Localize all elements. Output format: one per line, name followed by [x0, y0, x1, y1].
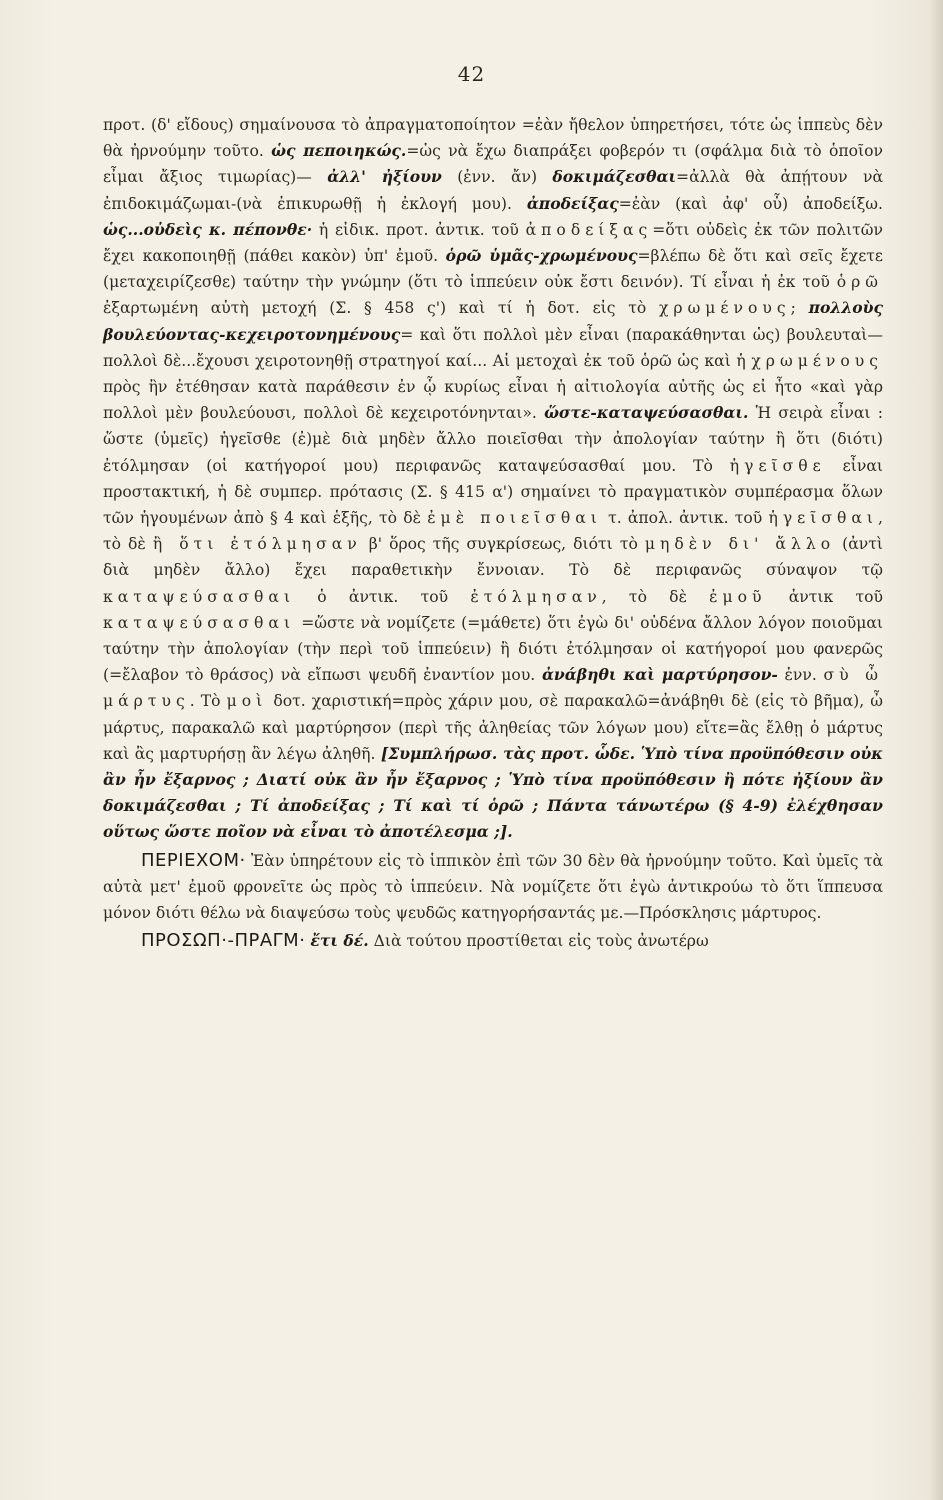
lemma-bold-italic: δοκιμάζεσθαι — [552, 167, 677, 187]
lemma-bold-italic: [Συμπλήρωσ. τὰς προτ. ὧδε. Ὑπὸ τίνα προϋπόθεσιν οὐκ ἂν ἦν ἔξαρνος ; Διατί οὐκ ἂν ἦν ἔξαρνος ; Ὑπὸ τίνα προϋπόθεσιν ἢ πότε ἠξίουν ἂν δοκιμάζεσθαι ; Τί ἀποδείξας ; Τί καὶ τί ὁρῶ ; Πάντα τάνωτέρω (§ 4-9) ἐλέχθησαν οὕτως ὥστε ποῖον νὰ εἶναι τὸ ἀποτέλεσμα ;]. — [103, 743, 883, 842]
body-text: Διὰ τούτου προστίθεται εἰς τοὺς ἀνωτέρω — [368, 932, 709, 951]
lemma-bold-italic: ὡς πεποιηκώς. — [271, 141, 407, 161]
body-text: (ἐνν. ἄν) — [441, 168, 553, 187]
section-heading: ΠΕΡΙΕΧΟΜ· — [141, 849, 246, 871]
lemma-bold-italic: πολλοὺς βουλεύοντας-κεχειροτονημένους — [103, 298, 883, 344]
page-number: 42 — [457, 62, 486, 86]
body-text: =βλέπω δὲ ὅτι καὶ σεῖς ἔχετε (μεταχειρίζεσθε) ταύτην τὴν γνώμην (ὅτι τὸ ἱππεύειν οὐκ ἔστι δεινόν). Τί εἶναι ἡ ἐκ τοῦ — [103, 247, 883, 292]
body-text: =ἐὰν (καὶ ἀφ' οὗ) ἀποδείξω. — [618, 194, 883, 213]
body-text: . Τὸ — [189, 692, 227, 711]
lemma-bold-italic: ἀνάβηθι καὶ μαρτύρησον- — [541, 665, 778, 685]
body-text: β' ὅρος τῆς συγκρίσεως, διότι τὸ — [361, 535, 645, 554]
body-text: =ὥστε νὰ νομίζετε (=μάθετε) ὅτι ἐγὼ δι' οὐδένα ἄλλον λόγον ποιοῦμαι ταύτην τὴν ἀπολογίαν (τὴν περὶ τοῦ ἱππεύειν) ἢ διότι ἐτόλμησαν οἱ κατήγοροί μου φανερῶς (=ἔλαβον τὸ θράσος) νὰ εἴπωσι ψευδῆ ἐναντίον μου. — [103, 613, 883, 685]
paragraph-3 — [103, 928, 883, 954]
commentary-text — [103, 112, 883, 955]
spaced-quote: καταψεύσασθαι — [103, 613, 296, 632]
body-text: ἐξαρτωμένη αὐτὴ μετοχή (Σ. § 458 ς') καὶ τί ἡ δοτ. εἰς τὸ — [103, 299, 659, 318]
body-text: (ἀντὶ διὰ μηδὲν ἄλλο) ἔχει παραθετικὴν ἔννοιαν. Τὸ δὲ περιφανῶς σύναψον τῷ — [103, 535, 883, 580]
lemma-bold-italic: ὥστε-καταψεύσασθαι. — [544, 403, 749, 423]
body-text: =ἀλλὰ θὰ ἀπῄτουν νὰ ἐπιδοκιμάζωμαι-(νὰ ἐπικυρωθῇ ἡ ἐκλογή μου). — [103, 168, 884, 213]
spaced-quote: μηδὲν δι' ἄλλο — [644, 535, 836, 554]
paragraph-1 — [103, 112, 883, 846]
lemma-bold-italic: ἀλλ' ἠξίουν — [327, 167, 442, 187]
spaced-quote: ὁρῶ — [836, 273, 883, 292]
spaced-quote: ἡγεῖσθαι — [768, 509, 879, 528]
body-text: =ὅτι οὐδεὶς ἐκ τῶν πολιτῶν ἔχει κακοποιηθῇ (πάθει κακὸν) ὑπ' ἐμοῦ. — [103, 220, 883, 266]
body-text: =ὡς νὰ ἔχω διαπράξει φοβερόν τι (σφάλμα διὰ τὸ ὁποῖον εἶμαι ἄξιος τιμωρίας)— — [103, 142, 883, 187]
spaced-quote: ἡγεῖσθε — [729, 456, 826, 475]
body-text: δοτ. χαριστική=πρὸς χάριν μου, σὲ παρακαλῶ=ἀνάβηθι δὲ (εἰς τὸ βῆμα), ὦ μάρτυς, παρακαλῶ καὶ μαρτύρησον (περὶ τῆς ἀληθείας τῶν λόγων μου) εἴτε=ἂς ἔλθῃ ὁ μάρτυς καὶ ἂς μαρτυρήσῃ ἂν λέγω ἀληθῆ. — [103, 692, 883, 763]
spaced-quote: ἐτόλμησαν — [470, 587, 602, 606]
spaced-quote: καταψεύσασθαι — [103, 587, 296, 606]
body-text: πρὸς ἣν ἐτέθησαν κατὰ παράθεσιν ἐν ᾧ κυρίως εἶναι ἡ αἰτιολογία αὐτῆς ὡς εἰ ἦτο «καὶ γὰρ πολλοὶ μὲν βουλεύουσι, πολλοὶ δὲ κεχειροτόνηνται». — [103, 378, 883, 423]
body-text: ἀντικ τοῦ — [766, 587, 883, 606]
page-edge-shadow — [929, 0, 943, 1500]
spaced-quote: χρωμένους — [751, 351, 883, 370]
body-text: εἶναι προστακτική, ἡ δὲ συμπερ. πρότασις (Σ. § 415 α') σημαίνει τὸ πραγματικὸν συμπέρασμα ὅλων τῶν ἡγουμένων ἀπὸ § 4 καὶ ἑξῆς, τὸ δὲ — [103, 456, 883, 528]
body-text: , τὸ δὲ — [601, 587, 710, 606]
body-text: ; — [790, 299, 809, 318]
spaced-quote: χρωμένους — [658, 299, 791, 318]
lemma-bold-italic: ἔτι δέ. — [310, 931, 369, 951]
body-text: ἡ εἰδικ. προτ. ἀντικ. τοῦ — [312, 220, 526, 239]
body-text: προτ. (δ' εἴδους) σημαίνουσα τὸ ἀπραγματοποίητον =ἐὰν ἤθελον ὑπηρετήσει, τότε ὡς ἱππεὺς δὲν θὰ ἠρνούμην τοῦτο. — [103, 116, 883, 161]
section-heading: ΠΡΟΣΩΠ·-ΠΡΑΓΜ· — [141, 930, 306, 952]
body-text: , τὸ δὲ — [103, 509, 884, 554]
spaced-quote: ἢ ὅτι ἐτόλμησαν — [152, 535, 362, 554]
lemma-bold-italic: ἀποδείξας — [526, 193, 619, 213]
spaced-quote: ἐμὲ ποιεῖσθαι — [427, 509, 602, 528]
body-text: ὁ ἀντικ. τοῦ — [295, 587, 471, 606]
lemma-bold-italic: ὡς...οὐδεὶς κ. πέπονθε· — [103, 219, 313, 239]
spaced-quote: ἐμοῦ — [709, 587, 767, 606]
spaced-quote: ἀποδείξας — [525, 220, 653, 239]
spaced-quote: σὺ ὦ μάρτυς — [103, 666, 884, 711]
paragraph-2 — [103, 848, 883, 927]
body-text: ἐνν. — [777, 666, 824, 685]
body-text: = καὶ ὅτι πολλοὶ μὲν εἶναι (παρακάθηνται ὡς) βουλευταὶ—πολλοὶ δὲ...ἔχουσι χειροτονηθῇ στρατηγοί καί... Αἱ μετοχαὶ ἐκ τοῦ ὁρῶ ὡς καὶ ἡ — [103, 325, 883, 370]
body-text: Ἡ σειρὰ εἶναι : ὥστε (ὑμεῖς) ἡγεῖσθε (ἐ)μὲ διὰ μηδὲν ἄλλο ποιεῖσθαι τὴν ἀπολογίαν ταύτην ἢ ὅτι (διότι) ἐτόλμησαν (οἱ κατήγοροί μου) περιφανῶς καταψεύσασθαί μου. Τὸ — [103, 404, 883, 475]
spaced-quote: μοὶ — [226, 692, 268, 711]
body-text: Ἐὰν ὑπηρέτουν εἰς τὸ ἱππικὸν ἐπὶ τῶν 30 δὲν θὰ ἠρνούμην τοῦτο. Καὶ ὑμεῖς τὰ αὐτὰ μετ' ἐμοῦ φρονεῖτε ὡς πρὸς τὸ ἱππεύειν. Νὰ νομίζετε ὅτι ἐγὼ ἀντικρούω τὸ ὅτι ἵππευσα μόνον διότι θέλω νὰ διαψεύσω τοὺς ψευδῶς κατηγορήσαντάς με.—Πρόσκλησις μάρτυρος. — [103, 851, 883, 923]
lemma-bold-italic: ὁρῶ ὑμᾶς-χρωμένους — [445, 246, 638, 266]
body-text: τ. ἀπολ. ἀντικ. τοῦ — [601, 509, 769, 528]
